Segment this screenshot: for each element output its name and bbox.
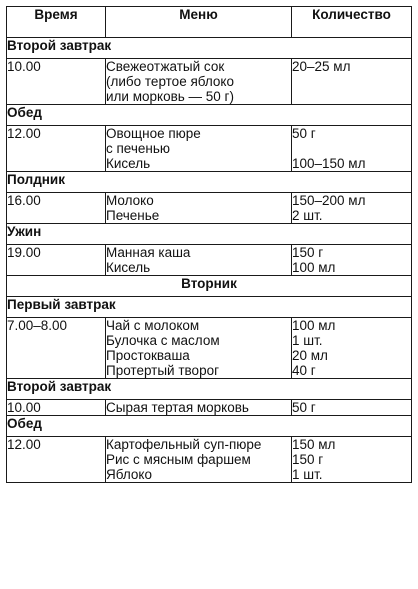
meal-label: Полдник	[7, 172, 412, 193]
time-cell: 10.00	[7, 59, 106, 105]
meal-label: Первый завтрак	[7, 297, 412, 318]
meal-section-row	[7, 297, 412, 318]
menu-cell	[106, 318, 292, 379]
meal-label: Второй завтрак	[7, 38, 412, 59]
menu-cell	[106, 193, 292, 224]
menu-item-line: Кисель	[106, 156, 151, 171]
table-row	[7, 318, 412, 379]
menu-cell	[106, 437, 292, 483]
quantity-cell	[292, 318, 412, 379]
menu-table	[6, 6, 412, 483]
quantity-cell	[292, 437, 412, 483]
menu-item-line: Рис с мясным фаршем	[106, 452, 251, 467]
table-row	[7, 59, 412, 105]
menu-item-line: Манная каша	[106, 245, 191, 260]
menu-item-line: с печенью	[106, 141, 171, 156]
quantity-line: 100 мл	[292, 260, 336, 275]
quantity-cell	[292, 193, 412, 224]
quantity-line: 1 шт.	[292, 467, 323, 482]
time-cell: 12.00	[7, 437, 106, 483]
meal-label: Обед	[7, 416, 412, 437]
menu-item-line: Сырая тертая морковь	[106, 400, 249, 415]
quantity-line: 100–150 мл	[292, 156, 366, 171]
menu-item-line: Чай с молоком	[106, 318, 200, 333]
menu-item-line: Простокваша	[106, 348, 190, 363]
time-cell: 16.00	[7, 193, 106, 224]
meal-label: Обед	[7, 105, 412, 126]
quantity-cell	[292, 245, 412, 276]
meal-section-row	[7, 416, 412, 437]
menu-item-line: (либо тертое яблоко	[106, 74, 234, 89]
meal-label: Ужин	[7, 224, 412, 245]
quantity-line	[292, 141, 411, 156]
menu-cell	[106, 59, 292, 105]
quantity-line: 150 г	[292, 245, 324, 260]
menu-item-line: Яблоко	[106, 467, 152, 482]
menu-item-line: Овощное пюре	[106, 126, 201, 141]
menu-item-line: Кисель	[106, 260, 151, 275]
time-cell: 7.00–8.00	[7, 318, 106, 379]
quantity-cell	[292, 59, 412, 105]
meal-section-row	[7, 105, 412, 126]
menu-item-line: Булочка с маслом	[106, 333, 220, 348]
menu-item-line: Печенье	[106, 208, 160, 223]
quantity-line: 40 г	[292, 363, 316, 378]
quantity-line: 1 шт.	[292, 333, 323, 348]
quantity-cell	[292, 400, 412, 416]
quantity-cell	[292, 126, 412, 172]
quantity-line: 100 мл	[292, 318, 336, 333]
time-cell: 19.00	[7, 245, 106, 276]
time-cell: 12.00	[7, 126, 106, 172]
quantity-line: 150–200 мл	[292, 193, 366, 208]
menu-item-line: Протертый творог	[106, 363, 220, 378]
table-header-row	[7, 7, 412, 38]
meal-section-row	[7, 379, 412, 400]
menu-item-line: Картофельный суп-пюре	[106, 437, 262, 452]
meal-section-row	[7, 38, 412, 59]
quantity-line: 50 г	[292, 400, 316, 415]
column-header-time: Время	[7, 7, 106, 38]
menu-cell	[106, 126, 292, 172]
menu-item-line: Молоко	[106, 193, 154, 208]
quantity-line: 2 шт.	[292, 208, 323, 223]
column-header-menu: Меню	[106, 7, 292, 38]
table-body	[7, 38, 412, 483]
menu-item-line: Свежеотжатый сок	[106, 59, 225, 74]
meal-section-row	[7, 224, 412, 245]
quantity-line: 20 мл	[292, 348, 328, 363]
quantity-line: 150 г	[292, 452, 324, 467]
table-row	[7, 437, 412, 483]
table-row	[7, 245, 412, 276]
table-row	[7, 193, 412, 224]
table-row	[7, 400, 412, 416]
day-label: Вторник	[7, 276, 412, 297]
time-cell: 10.00	[7, 400, 106, 416]
menu-item-line: или морковь — 50 г)	[106, 89, 234, 104]
menu-cell	[106, 245, 292, 276]
quantity-line: 50 г	[292, 126, 316, 141]
meal-label: Второй завтрак	[7, 379, 412, 400]
column-header-quantity: Количество	[292, 7, 412, 38]
menu-cell	[106, 400, 292, 416]
day-header-row	[7, 276, 412, 297]
quantity-line: 20–25 мл	[292, 59, 351, 74]
meal-section-row	[7, 172, 412, 193]
table-row	[7, 126, 412, 172]
quantity-line: 150 мл	[292, 437, 336, 452]
